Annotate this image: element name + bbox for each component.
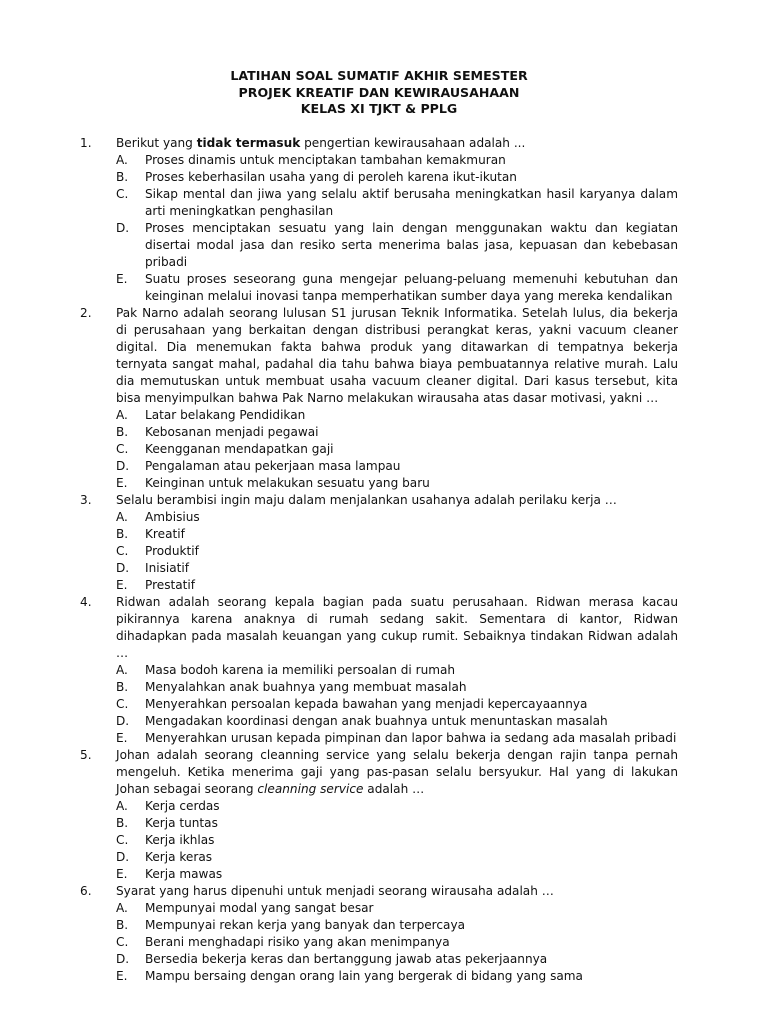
option-text: Inisiatif [145,560,190,575]
question-number: 6. [80,883,92,898]
option-text: Bersedia bekerja keras dan bertanggung jawab atas pekerjaannya [145,951,548,966]
italic-term: cleanning service [257,781,364,796]
option-text: Sikap mental dan jiwa yang selalu aktif berusaha meningkatkan hasil karyanya dalam arti meningkatkan penghasilan [145,186,678,218]
document-header [80,68,678,118]
option-letter: A. [116,662,128,677]
option-letter: A. [116,407,128,422]
question-5 [80,747,678,883]
option-text: Kerja keras [145,849,213,864]
question-number: 3. [80,492,92,507]
option-text: Kebosanan menjadi pegawai [145,424,319,439]
option-text: Mampu bersaing dengan orang lain yang bergerak di bidang yang sama [145,968,583,983]
option-letter: A. [116,798,128,813]
question-number: 4. [80,594,92,609]
option-b [116,917,678,934]
option-b [116,815,678,832]
question-3 [80,492,678,594]
question-1 [80,135,678,305]
option-letter: C. [116,934,129,949]
option-text: Mempunyai modal yang sangat besar [145,900,374,915]
option-c [116,441,678,458]
option-d [116,220,678,271]
option-d [116,849,678,866]
option-letter: C. [116,441,129,456]
option-letter: B. [116,169,129,184]
option-c [116,543,678,560]
option-letter: D. [116,713,130,728]
option-text: Mempunyai rekan kerja yang banyak dan terpercaya [145,917,466,932]
option-text: Menyerahkan urusan kepada pimpinan dan lapor bahwa ia sedang ada masalah pribadi [145,730,677,745]
option-letter: A. [116,152,128,167]
option-letter: E. [116,475,128,490]
question-stem: Berikut yang tidak termasuk pengertian kewirausahaan adalah ... [116,135,526,150]
option-text: Pengalaman atau pekerjaan masa lampau [145,458,401,473]
option-d [116,560,678,577]
option-text: Proses menciptakan sesuatu yang lain dengan menggunakan waktu dan kegiatan disertai modal jasa dan resiko serta menerima balas jasa, kepuasan dan kebebasan pribadi [145,220,678,269]
option-letter: E. [116,577,128,592]
option-text: Latar belakang Pendidikan [145,407,306,422]
option-c [116,696,678,713]
option-letter: D. [116,220,130,235]
option-b [116,679,678,696]
option-letter: C. [116,186,129,201]
option-letter: D. [116,458,130,473]
option-d [116,458,678,475]
option-letter: B. [116,424,129,439]
option-d [116,713,678,730]
option-text: Menyerahkan persoalan kepada bawahan yang menjadi kepercayaannya [145,696,588,711]
option-text: Kerja ikhlas [145,832,215,847]
header-title-line-2: PROJEK KREATIF DAN KEWIRAUSAHAAN [238,84,520,100]
option-letter: C. [116,832,129,847]
option-a [116,798,678,815]
option-e [116,271,678,305]
question-number: 1. [80,135,92,150]
option-letter: E. [116,730,128,745]
option-text: Kerja tuntas [145,815,218,830]
option-a [116,407,678,424]
option-b [116,169,678,186]
option-text: Kerja mawas [145,866,223,881]
option-text: Proses keberhasilan usaha yang di peroleh karena ikut-ikutan [145,169,517,184]
option-b [116,424,678,441]
emphasis-text: tidak termasuk [196,135,301,150]
option-letter: A. [116,900,128,915]
option-text: Menyalahkan anak buahnya yang membuat masalah [145,679,467,694]
option-text: Mengadakan koordinasi dengan anak buahnya untuk menuntaskan masalah [145,713,608,728]
option-a [116,509,678,526]
question-stem: Johan adalah seorang cleanning service yang selalu bekerja dengan rajin tanpa pernah mengeluh. Ketika menerima gaji yang pas-pasan selalu bersyukur. Hal yang di lakukan Johan sebagai seorang cleanning service adalah … [116,747,678,796]
option-b [116,526,678,543]
question-number: 5. [80,747,92,762]
option-letter: D. [116,560,130,575]
question-stem: Selalu berambisi ingin maju dalam menjalankan usahanya adalah perilaku kerja … [116,492,617,507]
option-text: Proses dinamis untuk menciptakan tambahan kemakmuran [145,152,506,167]
option-c [116,934,678,951]
question-stem: Syarat yang harus dipenuhi untuk menjadi seorang wirausaha adalah … [116,883,554,898]
option-letter: D. [116,849,130,864]
question-stem: Pak Narno adalah seorang lulusan S1 jurusan Teknik Informatika. Setelah lulus, dia bekerja di perusahaan yang berkaitan dengan distribusi perangkat keras, yakni vacuum cleaner digital. Dia menemukan fakta bahwa produk yang ditawarkan di tempatnya bekerja ternyata sangat mahal, padahal dia tahu bahwa biaya pembuatannya relative murah. Lalu dia memutuskan untuk membuat usaha vacuum cleaner digital. Dari kasus tersebut, kita bisa menyimpulkan bahwa Pak Narno melakukan wirausaha atas dasar motivasi, yakni … [116,305,678,405]
question-stem: Ridwan adalah seorang kepala bagian pada suatu perusahaan. Ridwan merasa kacau pikirannya karena anaknya di rumah sedang sakit. Sementara di kantor, Ridwan dihadapkan pada masalah keuangan yang cukup rumit. Sebaiknya tindakan Ridwan adalah … [116,594,678,660]
option-text: Kerja cerdas [145,798,220,813]
option-letter: E. [116,271,128,286]
option-text: Berani menghadapi risiko yang akan menimpanya [145,934,450,949]
option-text: Keinginan untuk melakukan sesuatu yang baru [145,475,430,490]
option-a [116,900,678,917]
option-text: Masa bodoh karena ia memiliki persoalan di rumah [145,662,456,677]
option-text: Keengganan mendapatkan gaji [145,441,334,456]
option-letter: B. [116,917,129,932]
option-letter: B. [116,815,129,830]
option-text: Kreatif [145,526,185,541]
option-c [116,832,678,849]
option-e [116,577,678,594]
option-c [116,186,678,220]
option-letter: D. [116,951,130,966]
option-letter: C. [116,696,129,711]
question-2 [80,305,678,492]
option-letter: B. [116,526,129,541]
option-letter: C. [116,543,129,558]
question-6 [80,883,678,985]
option-e [116,475,678,492]
option-letter: E. [116,968,128,983]
question-4 [80,594,678,747]
option-d [116,951,678,968]
header-title-line-3: KELAS XI TJKT & PPLG [300,101,458,116]
option-a [116,662,678,679]
option-text: Ambisius [145,509,200,524]
option-text: Suatu proses seseorang guna mengejar peluang-peluang memenuhi kebutuhan dan keinginan melalui inovasi tanpa memperhatikan sumber daya yang mereka kendalikan [145,271,678,303]
question-number: 2. [80,305,92,320]
option-letter: A. [116,509,128,524]
option-e [116,866,678,883]
option-e [116,730,678,747]
header-title-line-1: LATIHAN SOAL SUMATIF AKHIR SEMESTER [230,68,528,83]
option-a [116,152,678,169]
option-text: Prestatif [145,577,196,592]
option-letter: B. [116,679,129,694]
question-list [80,135,678,985]
option-letter: E. [116,866,128,881]
option-e [116,968,678,985]
option-text: Produktif [145,543,199,558]
